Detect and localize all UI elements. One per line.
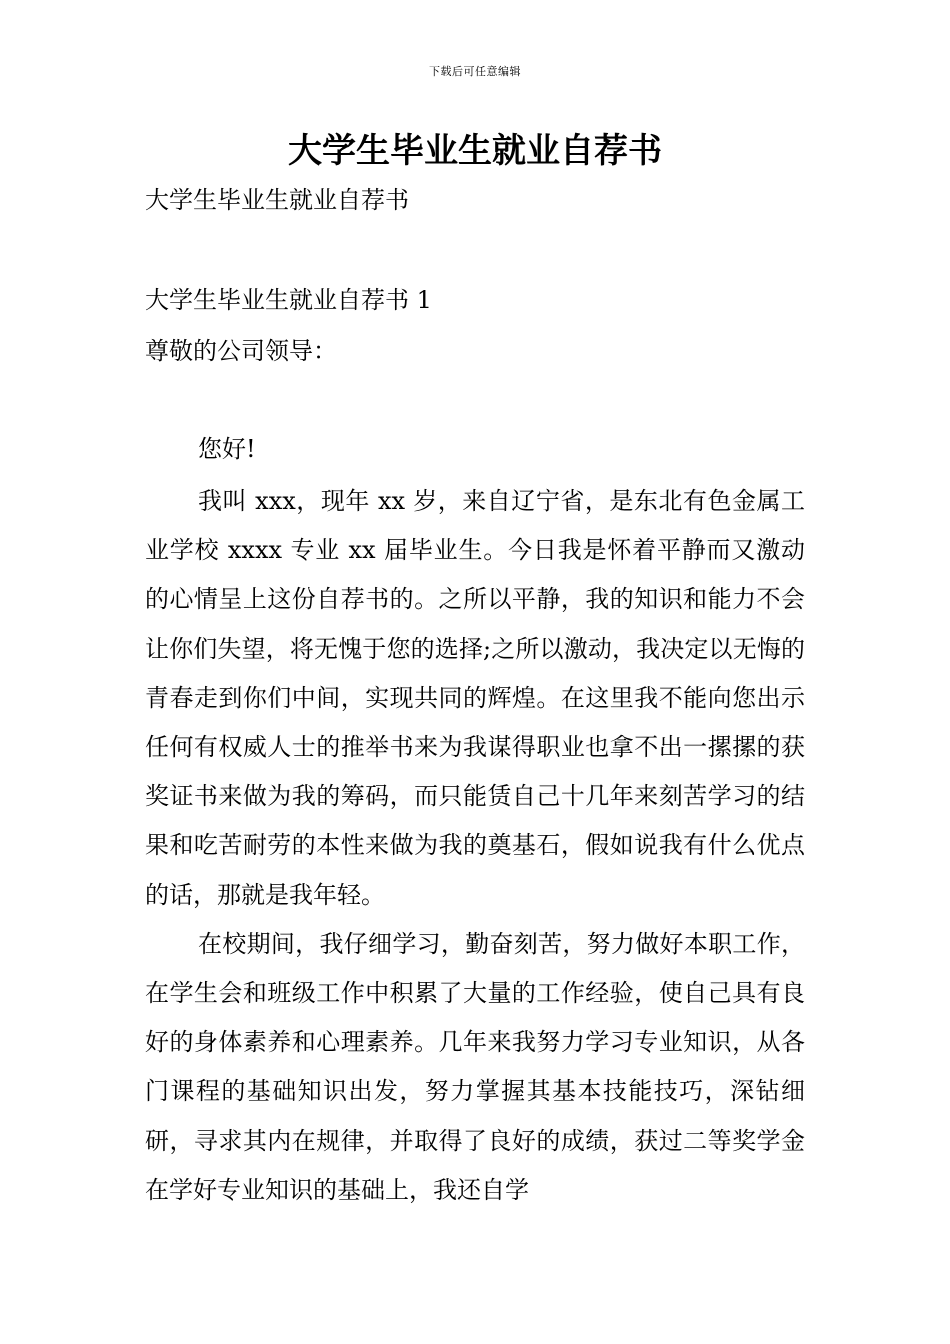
body-paragraph: 在校期间，我仔细学习，勤奋刻苦，努力做好本职工作，在学生会和班级工作中积累了大量的工作经验，使自己具有良好的身体素养和心理素养。几年来我努力学习专业知识，从各门课程的基础知识出发，努力掌握其基本技能技巧，深钻细研，寻求其内在规律，并取得了良好的成绩，获过二等奖学金在学好专业知识的基础上，我还自学 [145, 929, 805, 1204]
greeting: 您好! [198, 435, 256, 463]
header-note: 下载后可任意编辑 [429, 65, 521, 78]
body-paragraph: 我叫 xxx，现年 xx 岁，来自辽宁省，是东北有色金属工业学校 xxxx 专业 xx 届毕业生。今日我是怀着平静而又激动的心情呈上这份自荐书的。之所以平静，我的知识和能力不会让你们失望，将无愧于您的选择;之所以激动，我决定以无悔的青春走到你们中间，实现共同的辉煌。在这里我不能向您出示任何有权威人士的推举书来为我谋得职业也拿不出一摞摞的获奖证书来做为我的筹码，而只能赁自己十几年来刻苦学习的结果和吃苦耐劳的本性来做为我的奠基石，假如说我有什么优点的话，那就是我年轻。 [145, 487, 805, 909]
section-heading: 大学生毕业生就业自荐书 1 [145, 286, 432, 314]
document-subtitle: 大学生毕业生就业自荐书 [145, 186, 409, 214]
document-title: 大学生毕业生就业自荐书 [288, 131, 662, 171]
salutation: 尊敬的公司领导： [145, 337, 337, 365]
letter-body [145, 477, 805, 1215]
